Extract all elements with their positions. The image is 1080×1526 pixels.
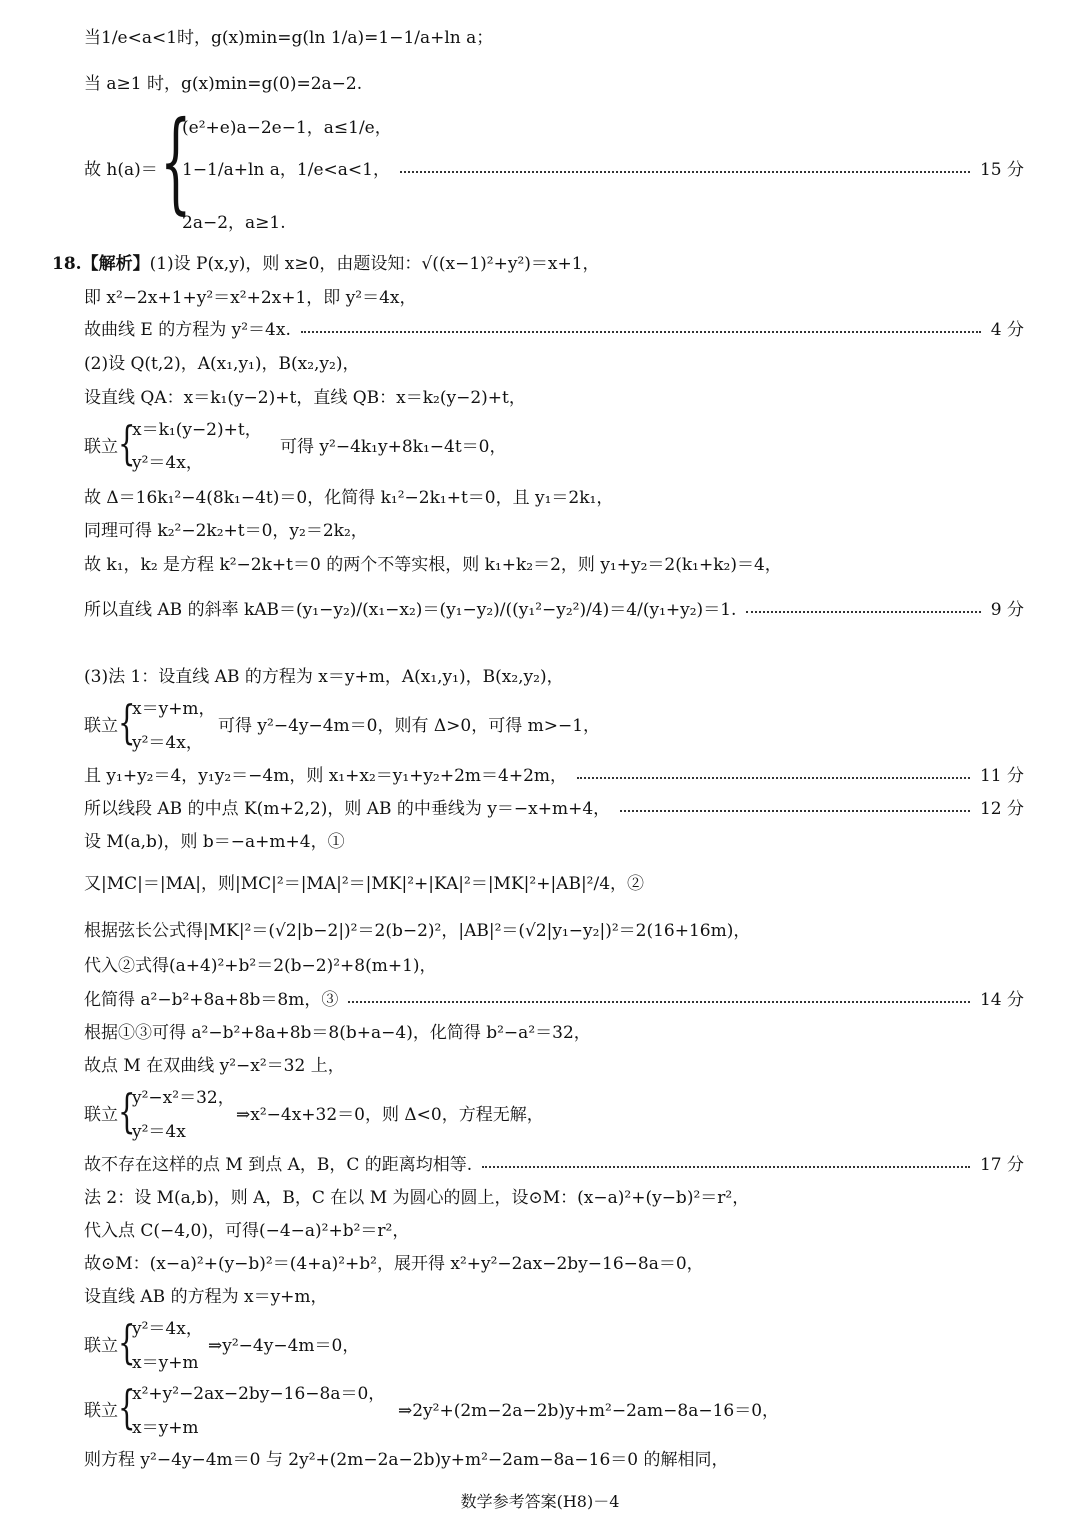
q18-line-7: 同理可得 k₂²−2k₂+t＝0，y₂＝2k₂， (84, 521, 368, 541)
system-5-eq-b: x＝y+m (132, 1418, 199, 1438)
system-3-eq-a: y²−x²＝32， (132, 1088, 235, 1108)
q18-line-10: (3)法 1：设直线 AB 的方程为 x＝y+m，A(x₁,y₁)，B(x₂,y₂)， (84, 667, 564, 687)
score-15: 15 分 (979, 160, 1024, 180)
h-case-1: (e²+e)a−2e−1，a≤1/e， (182, 118, 392, 138)
line-2: 当 a≥1 时，g(x)min=g(0)=2a−2. (84, 74, 363, 94)
h-case-2: 1−1/a+ln a，1/e<a<1， (182, 160, 390, 180)
system-3-eq-b: y²＝4x (132, 1122, 186, 1142)
h-case-2-row (182, 160, 1024, 180)
system-1-eq-a: x＝k₁(y−2)+t， (132, 420, 262, 440)
q18-line-5: 设直线 QA：x＝k₁(y−2)+t，直线 QB：x＝k₂(y−2)+t， (84, 388, 526, 408)
q18-line-14: 又|MC|＝|MA|，则|MC|²＝|MA|²＝|MK|²+|KA|²＝|MK|²+|AB|²/4，② (84, 874, 645, 894)
system-2-eq-b: y²＝4x， (132, 733, 203, 753)
system-3-brace: { (118, 1084, 136, 1138)
system-4-eq-a: y²＝4x， (132, 1319, 203, 1339)
system-3-label: 联立 (84, 1105, 118, 1125)
q18-line-12: 所以线段 AB 的中点 K(m+2,2)，则 AB 的中垂线为 y＝−x+m+4， 12 分 (84, 799, 1024, 819)
system-4-label: 联立 (84, 1336, 118, 1356)
q18-line-19: 故点 M 在双曲线 y²−x²＝32 上， (84, 1056, 345, 1076)
q18-line-6: 故 Δ＝16k₁²−4(8k₁−4t)＝0，化简得 k₁²−2k₁+t＝0，且 y₁＝2k₁， (84, 488, 614, 508)
score-4: 4 分 (990, 320, 1024, 340)
system-2-result: 可得 y²−4y−4m＝0，则有 Δ>0，可得 m>−1， (218, 716, 601, 736)
system-3-result: ⇒x²−4x+32＝0，则 Δ<0，方程无解， (236, 1105, 544, 1125)
q18-line-16: 代入②式得(a+4)²+b²＝2(b−2)²+8(m+1)， (84, 956, 437, 976)
q18-line-13: 设 M(a,b)，则 b＝−a+m+4，① (84, 832, 345, 852)
system-5-eq-a: x²+y²−2ax−2by−16−8a＝0， (132, 1384, 386, 1404)
score-14: 14 分 (979, 990, 1024, 1010)
system-1-result: 可得 y²−4k₁y+8k₁−4t＝0， (280, 437, 507, 457)
system-5-brace: { (118, 1380, 136, 1434)
system-4-result: ⇒y²−4y−4m＝0， (208, 1336, 360, 1356)
page-footer: 数学参考答案(H8)－4 (460, 1492, 620, 1511)
system-4-brace: { (118, 1315, 136, 1369)
q18-line-4: (2)设 Q(t,2)，A(x₁,y₁)，B(x₂,y₂)， (84, 354, 360, 374)
q18-line-2: 即 x²−2x+1+y²＝x²+2x+1，即 y²＝4x， (84, 288, 417, 308)
leader-dots (400, 171, 970, 173)
q18-line-25: 则方程 y²−4y−4m＝0 与 2y²+(2m−2a−2b)y+m²−2am−8a−16＝0 的解相同， (84, 1450, 729, 1470)
q18-line-15: 根据弦长公式得|MK|²＝(√2|b−2|)²＝2(b−2)²，|AB|²＝(√2|y₁−y₂|)²＝2(16+16m)， (84, 921, 751, 941)
system-1-label: 联立 (84, 437, 118, 457)
q18-line-18: 根据①③可得 a²−b²+8a+8b＝8(b+a−4)，化简得 b²−a²＝32， (84, 1023, 591, 1043)
line-1: 当1/e<a<1时，g(x)min=g(ln 1/a)=1−1/a+ln a； (84, 28, 494, 48)
system-5-label: 联立 (84, 1401, 118, 1421)
score-11: 11 分 (979, 766, 1024, 786)
h-brace: { (160, 97, 192, 225)
q18-line-20: 故不存在这样的点 M 到点 A，B，C 的距离均相等. 17 分 (84, 1155, 1024, 1175)
score-12: 12 分 (979, 799, 1024, 819)
system-2-label: 联立 (84, 716, 118, 736)
h-lhs: 故 h(a)＝ (84, 160, 158, 180)
q18-line-22: 代入点 C(−4,0)，可得(−4−a)²+b²＝r²， (84, 1221, 410, 1241)
q18-title: 18.【解析】 (52, 254, 150, 274)
system-4-eq-b: x＝y+m (132, 1353, 199, 1373)
score-17: 17 分 (979, 1155, 1024, 1175)
q18-line-8: 故 k₁，k₂ 是方程 k²−2k+t＝0 的两个不等实根，则 k₁+k₂＝2，则 y₁+y₂＝2(k₁+k₂)＝4， (84, 555, 782, 575)
q18-line-24: 设直线 AB 的方程为 x＝y+m， (84, 1287, 328, 1307)
system-5-result: ⇒2y²+(2m−2a−2b)y+m²−2am−8a−16＝0， (398, 1401, 780, 1421)
score-9: 9 分 (990, 600, 1024, 620)
system-1-brace: { (118, 416, 136, 470)
q18-line-1: 18.【解析】(1)设 P(x,y)，则 x≥0，由题设知：√((x−1)²+y²)＝x+1， (52, 254, 600, 274)
system-2-eq-a: x＝y+m， (132, 699, 216, 719)
h-case-3: 2a−2，a≥1. (182, 213, 286, 233)
system-1-eq-b: y²＝4x， (132, 453, 203, 473)
system-2-brace: { (118, 695, 136, 749)
q18-line-17: 化简得 a²−b²+8a+8b＝8m，③ 14 分 (84, 990, 1024, 1010)
q18-line-9: 所以直线 AB 的斜率 kAB＝(y₁−y₂)/(x₁−x₂)＝(y₁−y₂)/((y₁²−y₂²)/4)＝4/(y₁+y₂)＝1. 9 分 (84, 600, 1024, 620)
q18-line-21: 法 2：设 M(a,b)，则 A，B，C 在以 M 为圆心的圆上，设⊙M：(x−a)²+(y−b)²＝r²， (84, 1188, 750, 1208)
q18-line-23: 故⊙M：(x−a)²+(y−b)²＝(4+a)²+b²，展开得 x²+y²−2ax−2by−16−8a＝0， (84, 1254, 704, 1274)
q18-line-3: 故曲线 E 的方程为 y²＝4x. 4 分 (84, 320, 1024, 340)
q18-line-11: 且 y₁+y₂＝4，y₁y₂＝−4m，则 x₁+x₂＝y₁+y₂+2m＝4+2m， 11 分 (84, 766, 1024, 786)
